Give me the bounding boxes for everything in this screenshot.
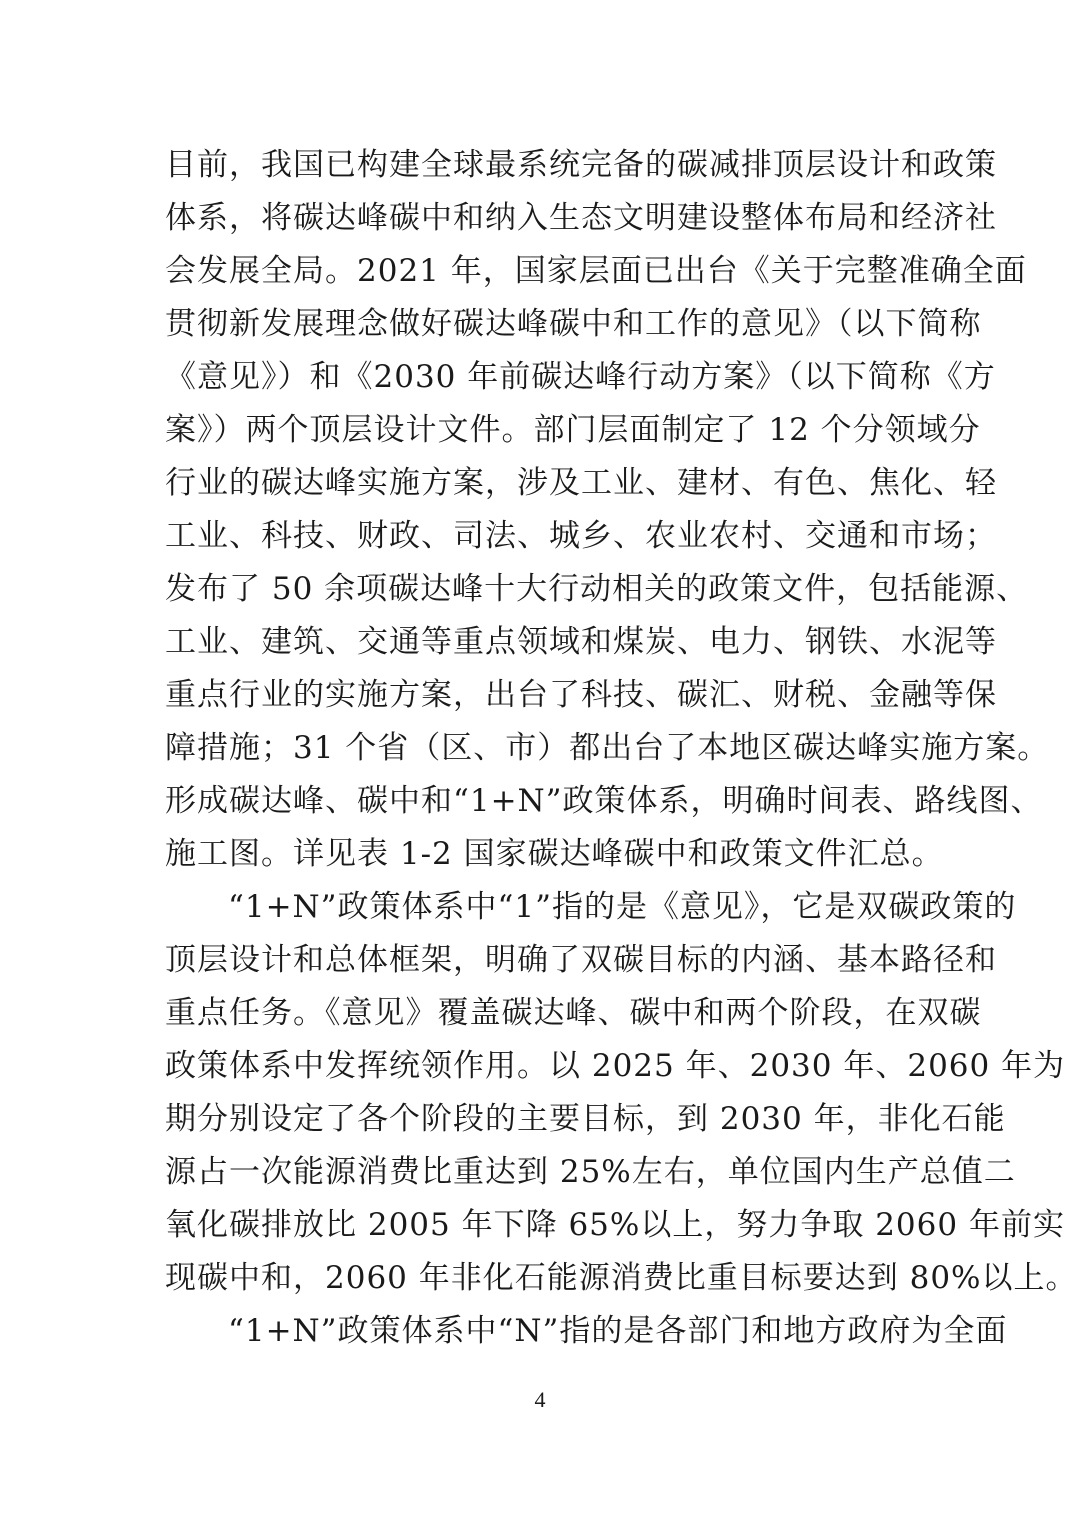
body-text-line: 期分别设定了各个阶段的主要目标，到 2030 年，非化石能 xyxy=(165,1101,1006,1137)
body-text-line: 源占一次能源消费比重达到 25%左右，单位国内生产总值二 xyxy=(165,1154,1016,1190)
body-text-line: 工业、建筑、交通等重点领域和煤炭、电力、钢铁、水泥等 xyxy=(165,624,997,660)
body-text-line: 行业的碳达峰实施方案，涉及工业、建材、有色、焦化、轻 xyxy=(165,465,997,501)
body-text-line: “1+N”政策体系中“N”指的是各部门和地方政府为全面 xyxy=(228,1313,1008,1349)
body-text-line: 顶层设计和总体框架，明确了双碳目标的内涵、基本路径和 xyxy=(165,942,997,978)
body-text-line: 重点任务。《意见》覆盖碳达峰、碳中和两个阶段，在双碳 xyxy=(165,995,982,1031)
body-text-line: 案》）两个顶层设计文件。部门层面制定了 12 个分领域分 xyxy=(165,412,981,448)
body-text-line: 施工图。详见表 1-2 国家碳达峰碳中和政策文件汇总。 xyxy=(165,836,944,872)
body-text-line: 政策体系中发挥统领作用。以 2025 年、2030 年、2060 年为 xyxy=(165,1048,1066,1084)
body-text-line: 形成碳达峰、碳中和“1+N”政策体系，明确时间表、路线图、 xyxy=(165,783,1043,819)
body-text-line: 工业、科技、财政、司法、城乡、农业农村、交通和市场； xyxy=(165,518,997,554)
body-text-line: 发布了 50 余项碳达峰十大行动相关的政策文件，包括能源、 xyxy=(165,571,1029,607)
body-text-line: 重点行业的实施方案，出台了科技、碳汇、财税、金融等保 xyxy=(165,677,997,713)
body-text-line: 体系，将碳达峰碳中和纳入生态文明建设整体布局和经济社 xyxy=(165,200,997,236)
page-number: 4 xyxy=(534,1387,546,1412)
body-text-line: 现碳中和，2060 年非化石能源消费比重目标要达到 80%以上。 xyxy=(165,1260,1078,1296)
body-text-line: 贯彻新发展理念做好碳达峰碳中和工作的意见》（以下简称 xyxy=(165,306,982,342)
body-text-line: 《意见》）和《2030 年前碳达峰行动方案》（以下简称《方 xyxy=(165,359,996,395)
body-text-line: 障措施；31 个省（区、市）都出台了本地区碳达峰实施方案。 xyxy=(165,730,1050,766)
body-text-line: “1+N”政策体系中“1”指的是《意见》，它是双碳政策的 xyxy=(228,889,1017,925)
body-text-line: 目前，我国已构建全球最系统完备的碳减排顶层设计和政策 xyxy=(165,147,997,183)
body-text-line: 氧化碳排放比 2005 年下降 65%以上，努力争取 2060 年前实 xyxy=(165,1207,1065,1243)
body-text-line: 会发展全局。2021 年，国家层面已出台《关于完整准确全面 xyxy=(165,253,1027,289)
